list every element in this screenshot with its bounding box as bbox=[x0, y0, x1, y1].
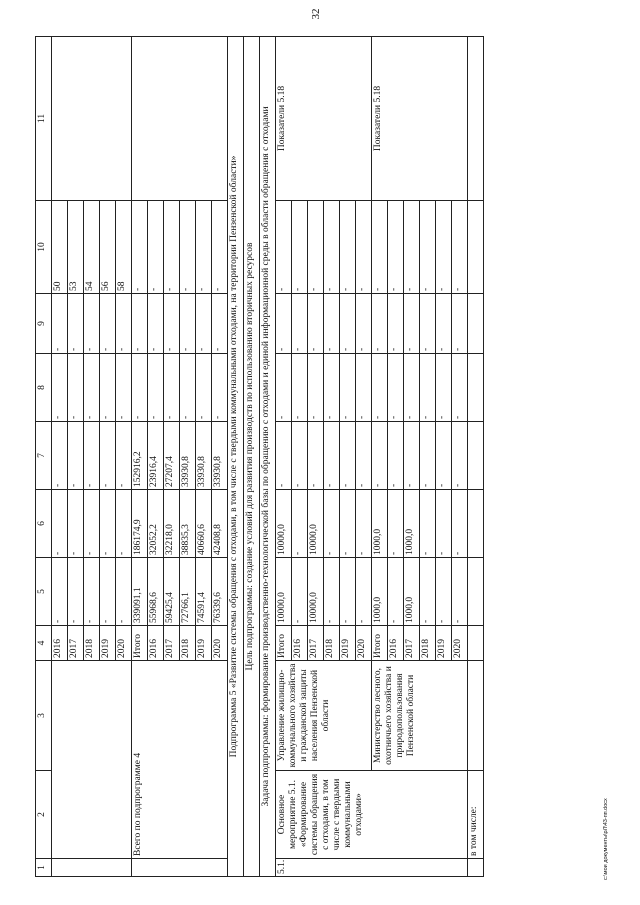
value-cell: 2020 bbox=[212, 626, 228, 661]
value-cell: - bbox=[68, 294, 84, 354]
section-row bbox=[228, 37, 244, 877]
activity-name: Основное мероприятие 5.1. «Формирование системы обращения с отходами, в том числе с твердыми коммунальными отходами» bbox=[276, 771, 468, 859]
value-cell: - bbox=[100, 354, 116, 422]
value-cell: 76339,6 bbox=[212, 558, 228, 626]
value-cell: 10000,0 bbox=[276, 490, 292, 558]
value-cell: 55968,6 bbox=[148, 558, 164, 626]
value-cell: - bbox=[116, 354, 132, 422]
value-cell: - bbox=[340, 558, 356, 626]
empty-cell bbox=[52, 37, 132, 201]
subprogram-total-label: Всего по подпрограмме 4 bbox=[132, 661, 228, 859]
value-cell: - bbox=[164, 354, 180, 422]
value-cell: - bbox=[164, 201, 180, 294]
value-cell: - bbox=[292, 201, 308, 294]
value-cell: 2016 bbox=[388, 626, 404, 661]
value-cell: Итого bbox=[132, 626, 148, 661]
value-cell: - bbox=[212, 201, 228, 294]
value-cell: - bbox=[452, 294, 468, 354]
value-cell: - bbox=[324, 201, 340, 294]
value-cell: - bbox=[276, 294, 292, 354]
subprogram-goal: Цель подпрограммы: создание условий для развития производств по использованию вторичных ресурсов bbox=[244, 37, 260, 877]
value-cell: - bbox=[356, 294, 372, 354]
value-cell: - bbox=[372, 294, 388, 354]
value-cell: - bbox=[356, 354, 372, 422]
value-cell: - bbox=[212, 354, 228, 422]
value-cell: - bbox=[388, 354, 404, 422]
value-cell: - bbox=[420, 558, 436, 626]
empty-cell bbox=[468, 626, 484, 661]
value-cell: 1000,0 bbox=[404, 490, 420, 558]
table-row bbox=[372, 37, 388, 877]
value-cell: - bbox=[276, 354, 292, 422]
value-cell: - bbox=[420, 294, 436, 354]
section-row bbox=[260, 37, 276, 877]
value-cell: - bbox=[340, 422, 356, 490]
value-cell: - bbox=[324, 294, 340, 354]
value-cell: - bbox=[100, 422, 116, 490]
empty-cell bbox=[468, 201, 484, 294]
subprogram-task: Задача подпрограммы: формирование производственно-технологической базы по обращению с отходами и единой информационной среды в области обращения с отходами bbox=[260, 37, 276, 877]
value-cell: 1000,0 bbox=[372, 490, 388, 558]
executor-cell: Управление жилищно-коммунального хозяйства и гражданской защиты населения Пензенской области bbox=[276, 661, 372, 771]
subprogram-title: Подпрограмма 5 «Развитие системы обращения с отходами, в том числе с твердыми коммунальными отходами, на территории Пензенской области» bbox=[228, 37, 244, 877]
value-cell: - bbox=[52, 294, 68, 354]
value-cell: - bbox=[324, 354, 340, 422]
value-cell: 23916,4 bbox=[148, 422, 164, 490]
value-cell: - bbox=[292, 354, 308, 422]
column-number: 3 bbox=[36, 661, 52, 771]
value-cell: - bbox=[404, 201, 420, 294]
value-cell: - bbox=[452, 422, 468, 490]
value-cell: 2020 bbox=[356, 626, 372, 661]
empty-cell bbox=[468, 859, 484, 877]
value-cell: - bbox=[420, 490, 436, 558]
value-cell: 1000,0 bbox=[372, 558, 388, 626]
column-number: 6 bbox=[36, 490, 52, 558]
value-cell: 2018 bbox=[324, 626, 340, 661]
value-cell: - bbox=[372, 354, 388, 422]
value-cell: 54 bbox=[84, 201, 100, 294]
value-cell: 10000,0 bbox=[308, 558, 324, 626]
value-cell: Итого bbox=[276, 626, 292, 661]
value-cell: 2018 bbox=[180, 626, 196, 661]
value-cell: - bbox=[308, 201, 324, 294]
value-cell: - bbox=[292, 422, 308, 490]
table-row bbox=[52, 37, 68, 877]
value-cell: - bbox=[356, 422, 372, 490]
value-cell: - bbox=[436, 354, 452, 422]
file-path-footer: c:\мои документы\рЛ\43-пп.docx bbox=[603, 798, 609, 880]
value-cell: - bbox=[324, 422, 340, 490]
table-row bbox=[132, 37, 148, 877]
value-cell: - bbox=[52, 490, 68, 558]
value-cell: - bbox=[388, 294, 404, 354]
page-number: 32 bbox=[310, 8, 322, 20]
value-cell: 2017 bbox=[404, 626, 420, 661]
value-cell: 2016 bbox=[148, 626, 164, 661]
value-cell: - bbox=[388, 201, 404, 294]
value-cell: 10000,0 bbox=[308, 490, 324, 558]
value-cell: - bbox=[420, 422, 436, 490]
value-cell: - bbox=[388, 490, 404, 558]
table-row bbox=[468, 37, 484, 877]
value-cell: - bbox=[356, 201, 372, 294]
value-cell: 50 bbox=[52, 201, 68, 294]
value-cell: - bbox=[100, 558, 116, 626]
value-cell: 2017 bbox=[68, 626, 84, 661]
value-cell: 32218,0 bbox=[164, 490, 180, 558]
empty-cell bbox=[468, 422, 484, 490]
value-cell: 38835,3 bbox=[180, 490, 196, 558]
value-cell: - bbox=[276, 201, 292, 294]
value-cell: 1000,0 bbox=[404, 558, 420, 626]
value-cell: - bbox=[404, 354, 420, 422]
section-row bbox=[244, 37, 260, 877]
empty-cell bbox=[468, 490, 484, 558]
value-cell: 2018 bbox=[420, 626, 436, 661]
value-cell: - bbox=[180, 354, 196, 422]
value-cell: 56 bbox=[100, 201, 116, 294]
column-number: 4 bbox=[36, 626, 52, 661]
value-cell: - bbox=[84, 354, 100, 422]
value-cell: - bbox=[116, 422, 132, 490]
empty-cell bbox=[468, 37, 484, 201]
value-cell: - bbox=[196, 294, 212, 354]
value-cell: - bbox=[436, 490, 452, 558]
value-cell: - bbox=[340, 490, 356, 558]
column-number: 9 bbox=[36, 294, 52, 354]
value-cell: 42408,8 bbox=[212, 490, 228, 558]
value-cell: - bbox=[180, 201, 196, 294]
value-cell: - bbox=[148, 201, 164, 294]
value-cell: - bbox=[196, 354, 212, 422]
value-cell: - bbox=[308, 294, 324, 354]
value-cell: - bbox=[164, 294, 180, 354]
value-cell: - bbox=[340, 354, 356, 422]
value-cell: - bbox=[68, 490, 84, 558]
value-cell: - bbox=[116, 558, 132, 626]
value-cell: 33930,8 bbox=[196, 422, 212, 490]
value-cell: 2018 bbox=[84, 626, 100, 661]
value-cell: - bbox=[404, 422, 420, 490]
value-cell: - bbox=[324, 490, 340, 558]
value-cell: 33930,8 bbox=[180, 422, 196, 490]
value-cell: 32052,2 bbox=[148, 490, 164, 558]
value-cell: - bbox=[68, 422, 84, 490]
value-cell: - bbox=[100, 490, 116, 558]
value-cell: 2017 bbox=[164, 626, 180, 661]
value-cell: 40660,6 bbox=[196, 490, 212, 558]
value-cell: - bbox=[68, 354, 84, 422]
value-cell: 2017 bbox=[308, 626, 324, 661]
value-cell: 186174,9 bbox=[132, 490, 148, 558]
value-cell: - bbox=[372, 201, 388, 294]
value-cell: 2016 bbox=[292, 626, 308, 661]
value-cell: - bbox=[292, 558, 308, 626]
value-cell: - bbox=[116, 294, 132, 354]
value-cell: - bbox=[52, 558, 68, 626]
value-cell: - bbox=[452, 490, 468, 558]
value-cell: - bbox=[196, 201, 212, 294]
value-cell: - bbox=[436, 294, 452, 354]
value-cell: - bbox=[292, 490, 308, 558]
value-cell: - bbox=[100, 294, 116, 354]
empty-cell bbox=[132, 37, 228, 201]
empty-cell bbox=[468, 354, 484, 422]
value-cell: - bbox=[308, 422, 324, 490]
value-cell: - bbox=[116, 490, 132, 558]
value-cell: - bbox=[324, 558, 340, 626]
value-cell: - bbox=[84, 422, 100, 490]
value-cell: - bbox=[452, 201, 468, 294]
value-cell: 33930,8 bbox=[212, 422, 228, 490]
empty-cell bbox=[52, 859, 132, 877]
value-cell: - bbox=[452, 354, 468, 422]
value-cell: - bbox=[132, 294, 148, 354]
rotated-page bbox=[35, 57, 605, 877]
value-cell: - bbox=[212, 294, 228, 354]
value-cell: - bbox=[148, 354, 164, 422]
header-row bbox=[36, 37, 52, 877]
program-table bbox=[35, 36, 484, 877]
value-cell: 27207,4 bbox=[164, 422, 180, 490]
value-cell: - bbox=[356, 558, 372, 626]
value-cell: - bbox=[356, 490, 372, 558]
value-cell: - bbox=[132, 354, 148, 422]
value-cell: - bbox=[436, 558, 452, 626]
value-cell: - bbox=[308, 354, 324, 422]
column-number: 5 bbox=[36, 558, 52, 626]
value-cell: - bbox=[52, 422, 68, 490]
value-cell: - bbox=[84, 558, 100, 626]
value-cell: - bbox=[420, 354, 436, 422]
value-cell: 2020 bbox=[116, 626, 132, 661]
value-cell: - bbox=[68, 558, 84, 626]
activity-number: 5.1. bbox=[276, 859, 468, 877]
column-number: 7 bbox=[36, 422, 52, 490]
column-number: 1 bbox=[36, 859, 52, 877]
value-cell: - bbox=[148, 294, 164, 354]
value-cell: - bbox=[84, 490, 100, 558]
empty-cell bbox=[468, 558, 484, 626]
value-cell: Итого bbox=[372, 626, 388, 661]
value-cell: - bbox=[452, 558, 468, 626]
value-cell: 53 bbox=[68, 201, 84, 294]
value-cell: 58 bbox=[116, 201, 132, 294]
value-cell: - bbox=[132, 201, 148, 294]
table-row bbox=[276, 37, 292, 877]
value-cell: 2020 bbox=[452, 626, 468, 661]
empty-cell bbox=[132, 859, 228, 877]
value-cell: 72766,1 bbox=[180, 558, 196, 626]
column-number: 2 bbox=[36, 771, 52, 859]
empty-cell bbox=[468, 294, 484, 354]
column-number: 10 bbox=[36, 201, 52, 294]
executor-cell: Министерство лесного, охотничьего хозяйства и природопользования Пензенской области bbox=[372, 661, 468, 771]
value-cell: 2019 bbox=[340, 626, 356, 661]
value-cell: 2019 bbox=[436, 626, 452, 661]
value-cell: - bbox=[404, 294, 420, 354]
value-cell: - bbox=[420, 201, 436, 294]
column-number: 8 bbox=[36, 354, 52, 422]
value-cell: 10000,0 bbox=[276, 558, 292, 626]
value-cell: 2016 bbox=[52, 626, 68, 661]
value-cell: 2019 bbox=[196, 626, 212, 661]
value-cell: - bbox=[180, 294, 196, 354]
value-cell: - bbox=[340, 201, 356, 294]
value-cell: 339091,1 bbox=[132, 558, 148, 626]
value-cell: - bbox=[436, 422, 452, 490]
value-cell: - bbox=[84, 294, 100, 354]
value-cell: - bbox=[52, 354, 68, 422]
value-cell: - bbox=[276, 422, 292, 490]
indicator-cell: Показатели 5.18 bbox=[276, 37, 372, 201]
value-cell: 74591,4 bbox=[196, 558, 212, 626]
value-cell: - bbox=[372, 422, 388, 490]
value-cell: - bbox=[436, 201, 452, 294]
value-cell: - bbox=[388, 558, 404, 626]
value-cell: - bbox=[388, 422, 404, 490]
empty-cell bbox=[468, 661, 484, 771]
column-number: 11 bbox=[36, 37, 52, 201]
indicator-cell: Показатели 5.18 bbox=[372, 37, 468, 201]
value-cell: 59425,4 bbox=[164, 558, 180, 626]
value-cell: - bbox=[292, 294, 308, 354]
empty-cell bbox=[52, 661, 132, 859]
value-cell: 152916,2 bbox=[132, 422, 148, 490]
value-cell: 2019 bbox=[100, 626, 116, 661]
including-label: в том числе: bbox=[468, 771, 484, 859]
value-cell: - bbox=[340, 294, 356, 354]
